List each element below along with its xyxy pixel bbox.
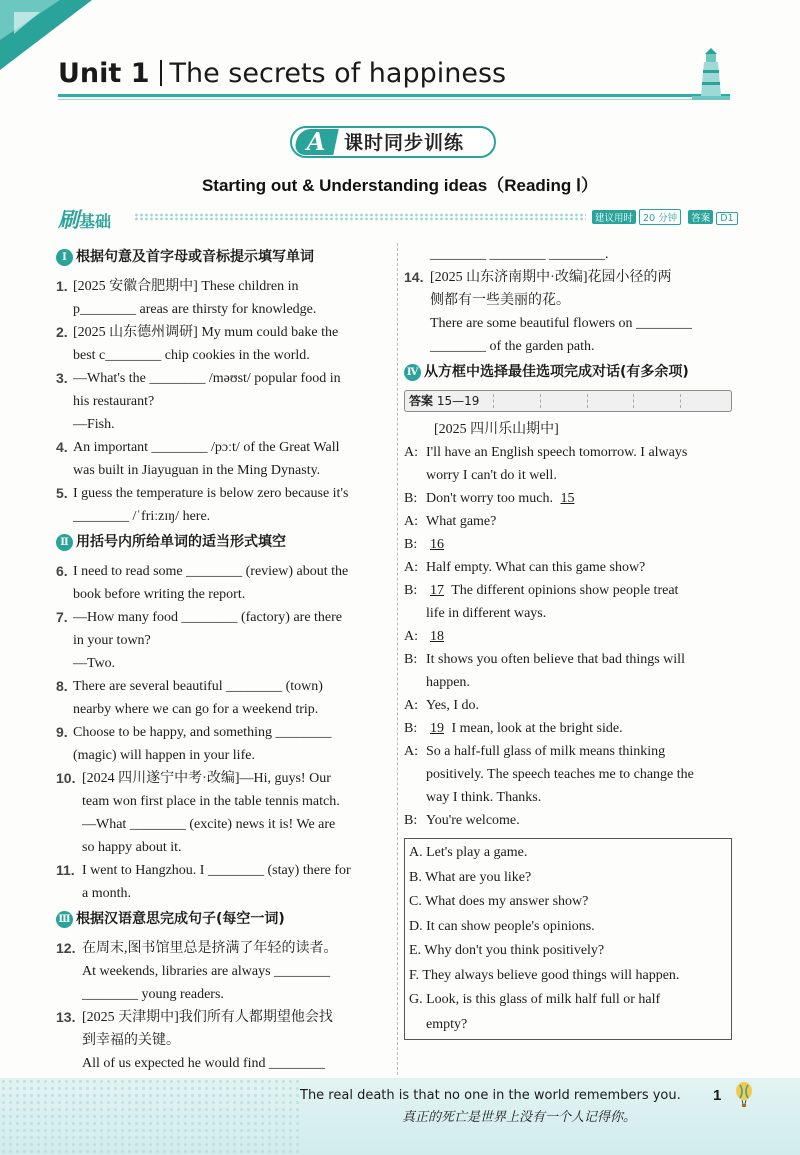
question-number: 12. bbox=[56, 940, 76, 956]
question-number: 10. bbox=[56, 770, 76, 786]
dialogue-text: I mean, look at the bright side. bbox=[451, 721, 623, 736]
dialogue-line bbox=[404, 717, 732, 740]
section-letter: A bbox=[306, 127, 326, 156]
dialogue-text: What game? bbox=[426, 514, 497, 529]
question-text: —What's the ________ /məʊst/ popular food in bbox=[73, 371, 341, 386]
part1-heading bbox=[56, 246, 384, 269]
dialogue-text: worry I can't do it well. bbox=[426, 468, 557, 483]
dialogue-text: life in different ways. bbox=[426, 606, 547, 621]
part4-num: Ⅳ bbox=[404, 364, 421, 381]
question-5 bbox=[56, 482, 384, 528]
speaker: A: bbox=[404, 698, 418, 713]
footer-quote-zh: 真正的死亡是世界上没有一个人记得你。 bbox=[402, 1110, 637, 1125]
dialogue-text: Don't worry too much. bbox=[426, 491, 553, 506]
dialogue-line bbox=[404, 579, 732, 625]
question-number: 3. bbox=[56, 370, 68, 386]
option-g: G. Look, is this glass of milk half full or half bbox=[409, 992, 661, 1007]
question-text: —Fish. bbox=[73, 417, 115, 432]
blank-number: 15 bbox=[560, 491, 575, 506]
question-text: An important ________ /pɔːt/ of the Great Wall bbox=[73, 440, 340, 455]
dialogue-line bbox=[404, 625, 732, 648]
question-text: was built in Jiayuguan in the Ming Dynasty. bbox=[73, 463, 321, 478]
unit-name: The secrets of happiness bbox=[169, 58, 507, 89]
practice-shua: 刷 bbox=[58, 208, 79, 232]
speaker: A: bbox=[404, 629, 418, 644]
suggest-label: 建议用时 bbox=[592, 210, 636, 224]
question-text: nearby where we can go for a weekend trip. bbox=[73, 702, 319, 717]
dialogue-text: You're welcome. bbox=[426, 813, 520, 828]
section-label: 课时同步训练 bbox=[344, 132, 465, 154]
part1-title: 根据句意及首字母或音标提示填写单词 bbox=[76, 249, 314, 265]
part1-num: Ⅰ bbox=[56, 249, 73, 266]
answer-page: D1 bbox=[716, 212, 737, 225]
dialogue-source: [2025 四川乐山期中] bbox=[434, 422, 559, 437]
question-text: ________ of the garden path. bbox=[430, 339, 595, 354]
question-number: 8. bbox=[56, 678, 68, 694]
dialogue-text: Half empty. What can this game show? bbox=[426, 560, 646, 575]
dialogue-text: Yes, I do. bbox=[426, 698, 480, 713]
question-text: so happy about it. bbox=[82, 840, 182, 855]
header-rule bbox=[58, 94, 730, 97]
question-number: 1. bbox=[56, 278, 68, 294]
answer-label: 答案 bbox=[688, 210, 713, 224]
option-a: A. Let's play a game. bbox=[409, 845, 528, 860]
question-text: his restaurant? bbox=[73, 394, 155, 409]
dialogue-line bbox=[404, 809, 732, 832]
question-number: 6. bbox=[56, 563, 68, 579]
header-rule-thin bbox=[58, 99, 730, 100]
question-13 bbox=[56, 1006, 384, 1075]
question-11 bbox=[56, 859, 384, 905]
part4-title: 从方框中选择最佳选项完成对话(有多余项) bbox=[424, 364, 689, 380]
dialogue-line bbox=[404, 694, 732, 717]
question-text: [2025 山东德州调研] My mum could bake the bbox=[73, 325, 339, 340]
blank-number: 17 bbox=[430, 583, 444, 598]
speaker: B: bbox=[404, 652, 418, 667]
dialogue-line bbox=[404, 556, 732, 579]
suggest-time: 20 分钟 bbox=[639, 209, 681, 225]
question-number: 14. bbox=[404, 269, 424, 285]
question-text: ________ young readers. bbox=[82, 987, 224, 1002]
answer-bar bbox=[404, 390, 732, 412]
option-b: B. What are you like? bbox=[409, 869, 532, 885]
suggested-time bbox=[592, 209, 742, 225]
question-12 bbox=[56, 937, 384, 1006]
part3-num: Ⅲ bbox=[56, 911, 73, 928]
footer-quote-en: The real death is that no one in the world remembers you. bbox=[300, 1088, 681, 1103]
question-text: book before writing the report. bbox=[73, 587, 246, 602]
option-e: E. Why don't you think positively? bbox=[409, 943, 605, 958]
column-divider bbox=[397, 243, 398, 1075]
question-text: I guess the temperature is below zero because it's bbox=[73, 486, 349, 501]
question-text: [2024 四川遂宁中考·改编]—Hi, guys! Our bbox=[82, 771, 331, 786]
speaker: A: bbox=[404, 514, 418, 529]
part2-title: 用括号内所给单词的适当形式填空 bbox=[76, 534, 286, 550]
question-number: 9. bbox=[56, 724, 68, 740]
blank-number: 16 bbox=[430, 537, 444, 552]
speaker: A: bbox=[404, 560, 418, 575]
blank-number: 18 bbox=[430, 629, 444, 644]
question-text: [2025 山东济南期中·改编]花园小径的两 bbox=[430, 270, 672, 285]
dialogue-line bbox=[404, 510, 732, 533]
dialogue-line bbox=[404, 487, 732, 510]
speaker: A: bbox=[404, 744, 418, 759]
section-heading bbox=[290, 126, 496, 158]
question-text: [2025 安徽合肥期中] These children in bbox=[73, 279, 299, 294]
question-number: 13. bbox=[56, 1009, 76, 1025]
dialogue-text: positively. The speech teaches me to change the bbox=[426, 767, 694, 782]
dialogue-line bbox=[404, 533, 732, 556]
question-14 bbox=[404, 266, 732, 358]
question-text: [2025 天津期中]我们所有人都期望他会找 bbox=[82, 1010, 333, 1025]
question-text: 到幸福的关键。 bbox=[82, 1033, 180, 1048]
dotted-divider bbox=[134, 213, 586, 221]
question-text: Choose to be happy, and something ________ bbox=[73, 725, 332, 740]
answer-key-label: 答案 bbox=[409, 394, 434, 408]
question-text: —How many food ________ (factory) are there bbox=[73, 610, 343, 625]
question-text: I need to read some ________ (review) about the bbox=[73, 564, 349, 579]
part4-heading bbox=[404, 361, 732, 384]
question-text: At weekends, libraries are always ________ bbox=[82, 964, 331, 979]
question-3 bbox=[56, 367, 384, 436]
question-6 bbox=[56, 560, 384, 606]
dialogue-text: way I think. Thanks. bbox=[426, 790, 542, 805]
practice-heading bbox=[58, 204, 111, 234]
question-13-continued: ________ ________ ________. bbox=[430, 247, 609, 262]
question-10 bbox=[56, 767, 384, 859]
dialogue-line bbox=[404, 740, 732, 809]
speaker: B: bbox=[404, 813, 418, 828]
question-text: —Two. bbox=[73, 656, 116, 671]
practice-jichu: 基础 bbox=[79, 212, 112, 231]
question-4 bbox=[56, 436, 384, 482]
question-text: (magic) will happen in your life. bbox=[73, 748, 255, 763]
part2-num: Ⅱ bbox=[56, 534, 73, 551]
question-text: All of us expected he would find ________ bbox=[82, 1056, 326, 1071]
question-8 bbox=[56, 675, 384, 721]
right-column bbox=[404, 243, 732, 1040]
question-number: 2. bbox=[56, 324, 68, 340]
question-text: a month. bbox=[82, 886, 131, 901]
lighthouse-icon bbox=[688, 46, 734, 102]
question-text: There are several beautiful ________ (town) bbox=[73, 679, 323, 694]
speaker: A: bbox=[404, 445, 418, 460]
balloon-icon bbox=[734, 1082, 754, 1108]
question-text: team won first place in the table tennis match. bbox=[82, 794, 340, 809]
blank-number: 19 bbox=[430, 721, 444, 736]
part2-heading bbox=[56, 531, 384, 554]
question-number: 4. bbox=[56, 439, 68, 455]
speaker: B: bbox=[404, 537, 418, 552]
question-number: 7. bbox=[56, 609, 68, 625]
dialogue-text: happen. bbox=[426, 675, 470, 690]
question-text: in your town? bbox=[73, 633, 151, 648]
question-text: best c________ chip cookies in the world. bbox=[73, 348, 310, 363]
dialogue-line bbox=[404, 441, 732, 487]
question-text: There are some beautiful flowers on ________ bbox=[430, 316, 693, 331]
dialogue-text: It shows you often believe that bad things will bbox=[426, 652, 685, 667]
question-7 bbox=[56, 606, 384, 675]
dialogue-line bbox=[404, 648, 732, 694]
option-f: F. They always believe good things will happen. bbox=[409, 967, 680, 983]
question-text: ________ /ˈfriːzɪŋ/ here. bbox=[73, 509, 211, 524]
unit-number: Unit 1 bbox=[58, 58, 150, 89]
dialogue-text: So a half-full glass of milk means thinking bbox=[426, 744, 666, 759]
question-text: —What ________ (excite) news it is! We are bbox=[82, 817, 336, 832]
lesson-subtitle: Starting out & Understanding ideas（Reading Ⅰ） bbox=[201, 176, 599, 195]
question-number: 11. bbox=[56, 862, 75, 878]
dialogue-text: The different opinions show people treat bbox=[451, 583, 679, 598]
part3-heading bbox=[56, 908, 384, 931]
question-9 bbox=[56, 721, 384, 767]
page-number: 1 bbox=[713, 1087, 722, 1104]
speaker: B: bbox=[404, 491, 418, 506]
option-c: C. What does my answer show? bbox=[409, 894, 589, 909]
speaker: B: bbox=[404, 583, 418, 598]
dialogue-text: I'll have an English speech tomorrow. I always bbox=[426, 445, 688, 460]
unit-title bbox=[58, 58, 506, 89]
options-box bbox=[404, 838, 732, 1040]
option-d: D. It can show people's opinions. bbox=[409, 918, 595, 934]
question-text: 在周末,图书馆里总是挤满了年轻的读者。 bbox=[82, 941, 338, 956]
part3-title: 根据汉语意思完成句子(每空一词) bbox=[76, 911, 285, 927]
answer-range: 15—19 bbox=[436, 394, 480, 408]
question-text: I went to Hangzhou. I ________ (stay) there for bbox=[82, 863, 351, 878]
question-text: p________ areas are thirsty for knowledge. bbox=[73, 302, 317, 317]
question-text: 侧都有一些美丽的花。 bbox=[430, 293, 570, 308]
question-number: 5. bbox=[56, 485, 68, 501]
question-2 bbox=[56, 321, 384, 367]
left-column bbox=[56, 243, 384, 1075]
option-g-continued: empty? bbox=[426, 1016, 468, 1032]
question-1 bbox=[56, 275, 384, 321]
speaker: B: bbox=[404, 721, 418, 736]
